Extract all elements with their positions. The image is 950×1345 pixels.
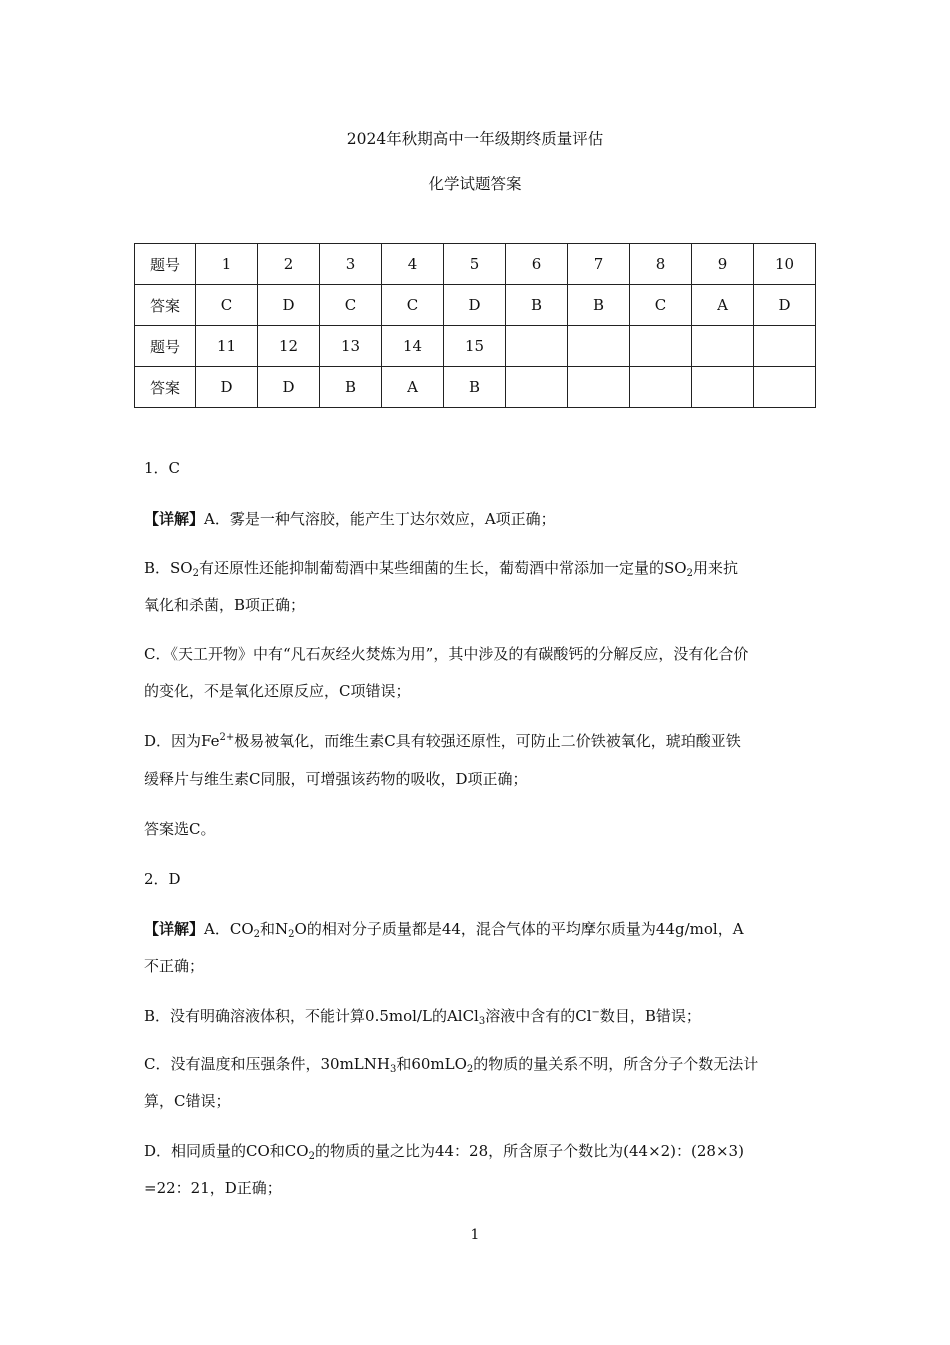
subscript: 2 — [686, 568, 693, 579]
page-number: 1 — [470, 1227, 480, 1243]
subscript: 2 — [288, 929, 295, 940]
q1-option-c: C．《天工开物》中有“凡石灰经火焚炼为用”，其中涉及的有碳酸钙的分解反应，没有化合价 — [144, 645, 749, 663]
q2-option-c-cont: 算，C错误； — [144, 1092, 231, 1110]
table-cell — [692, 367, 754, 408]
q2-option-a — [144, 918, 744, 939]
q2-option-c — [144, 1053, 758, 1074]
table-cell: 4 — [382, 244, 444, 285]
table-cell: 8 — [630, 244, 692, 285]
answer-table — [134, 243, 816, 408]
table-cell: D — [258, 367, 320, 408]
text-run: B．SO — [144, 559, 193, 577]
text-run: 溶液中含有的Cl — [485, 1007, 592, 1025]
table-cell: 1 — [196, 244, 258, 285]
table-cell: B — [568, 285, 630, 326]
subscript: 3 — [478, 1016, 486, 1027]
q1-option-d-cont: 缓释片与维生素C同服，可增强该药物的吸收，D项正确； — [144, 770, 528, 788]
table-cell — [754, 367, 816, 408]
q2-option-a-cont: 不正确； — [144, 957, 205, 975]
text-run: 数目，B错误； — [599, 1007, 701, 1025]
q1-option-a-text: A．雾是一种气溶胶，能产生丁达尔效应，A项正确； — [204, 510, 556, 528]
table-cell — [630, 326, 692, 367]
table-cell: 14 — [382, 326, 444, 367]
table-cell: 11 — [196, 326, 258, 367]
q1-heading: 1．C — [144, 459, 181, 477]
table-cell: 9 — [692, 244, 754, 285]
table-cell: B — [320, 367, 382, 408]
table-cell — [568, 326, 630, 367]
subscript: 2 — [308, 1151, 315, 1162]
table-row — [135, 244, 816, 285]
table-row — [135, 285, 816, 326]
table-cell: 7 — [568, 244, 630, 285]
q2-option-b — [144, 1005, 701, 1026]
table-cell: C — [320, 285, 382, 326]
row-header: 答案 — [135, 367, 196, 408]
table-cell — [568, 367, 630, 408]
table-cell — [754, 326, 816, 367]
table-cell: A — [692, 285, 754, 326]
text-run: B．没有明确溶液体积，不能计算0.5mol/L的AlCl — [144, 1007, 479, 1025]
q2-option-d — [144, 1140, 744, 1161]
table-cell: 5 — [444, 244, 506, 285]
table-cell: 12 — [258, 326, 320, 367]
table-cell: A — [382, 367, 444, 408]
subscript: 2 — [253, 929, 260, 940]
subscript: 3 — [389, 1064, 397, 1075]
q1-option-d — [144, 730, 741, 751]
text-run: O的相对分子质量都是44，混合气体的平均摩尔质量为44g/mol，A — [294, 920, 744, 938]
superscript: 2+ — [219, 732, 235, 743]
page-title: 2024年秋期高中一年级期终质量评估 — [346, 130, 604, 148]
table-cell: D — [754, 285, 816, 326]
detail-tag: 【详解】 — [144, 920, 205, 938]
text-run: 的物质的量之比为44：28，所含原子个数比为(44×2)：(28×3) — [314, 1142, 744, 1160]
table-cell: 10 — [754, 244, 816, 285]
text-run: 和N — [260, 920, 289, 938]
text-run: D．因为Fe — [144, 732, 220, 750]
q1-option-a — [144, 508, 556, 529]
text-run: 用来抗 — [692, 559, 738, 577]
table-cell: 15 — [444, 326, 506, 367]
detail-tag: 【详解】 — [144, 510, 205, 528]
text-run: 的物质的量关系不明，所含分子个数无法计 — [473, 1055, 759, 1073]
table-cell: C — [382, 285, 444, 326]
q1-option-b — [144, 557, 738, 578]
table-cell — [630, 367, 692, 408]
table-cell: D — [444, 285, 506, 326]
q1-option-b-cont: 氧化和杀菌，B项正确； — [144, 596, 306, 614]
text-run: C．没有温度和压强条件，30mLNH — [144, 1055, 390, 1073]
q1-option-c-cont: 的变化，不是氧化还原反应，C项错误； — [144, 682, 411, 700]
text-run: D．相同质量的CO和CO — [144, 1142, 309, 1160]
text-run: 和60mLO — [396, 1055, 467, 1073]
subscript: 2 — [192, 568, 199, 579]
row-header: 答案 — [135, 285, 196, 326]
table-cell: 13 — [320, 326, 382, 367]
table-row — [135, 367, 816, 408]
table-cell: C — [196, 285, 258, 326]
table-cell: C — [630, 285, 692, 326]
row-header: 题号 — [135, 244, 196, 285]
q1-conclusion: 答案选C。 — [144, 820, 216, 838]
subscript: 2 — [466, 1064, 474, 1075]
superscript: − — [591, 1007, 600, 1018]
text-run: A．CO — [204, 920, 254, 938]
row-header: 题号 — [135, 326, 196, 367]
table-cell: D — [196, 367, 258, 408]
table-cell: B — [444, 367, 506, 408]
page-subtitle: 化学试题答案 — [428, 175, 522, 193]
table-cell — [506, 326, 568, 367]
table-cell — [692, 326, 754, 367]
table-cell: D — [258, 285, 320, 326]
q2-heading: 2．D — [144, 870, 181, 888]
q2-option-d-cont: =22：21，D正确； — [144, 1179, 282, 1197]
table-cell: 3 — [320, 244, 382, 285]
table-cell: 6 — [506, 244, 568, 285]
table-cell — [506, 367, 568, 408]
text-run: 有还原性还能抑制葡萄酒中某些细菌的生长，葡萄酒中常添加一定量的SO — [198, 559, 687, 577]
table-row — [135, 326, 816, 367]
table-cell: B — [506, 285, 568, 326]
text-run: 极易被氧化，而维生素C具有较强还原性，可防止二价铁被氧化，琥珀酸亚铁 — [234, 732, 741, 750]
table-cell: 2 — [258, 244, 320, 285]
